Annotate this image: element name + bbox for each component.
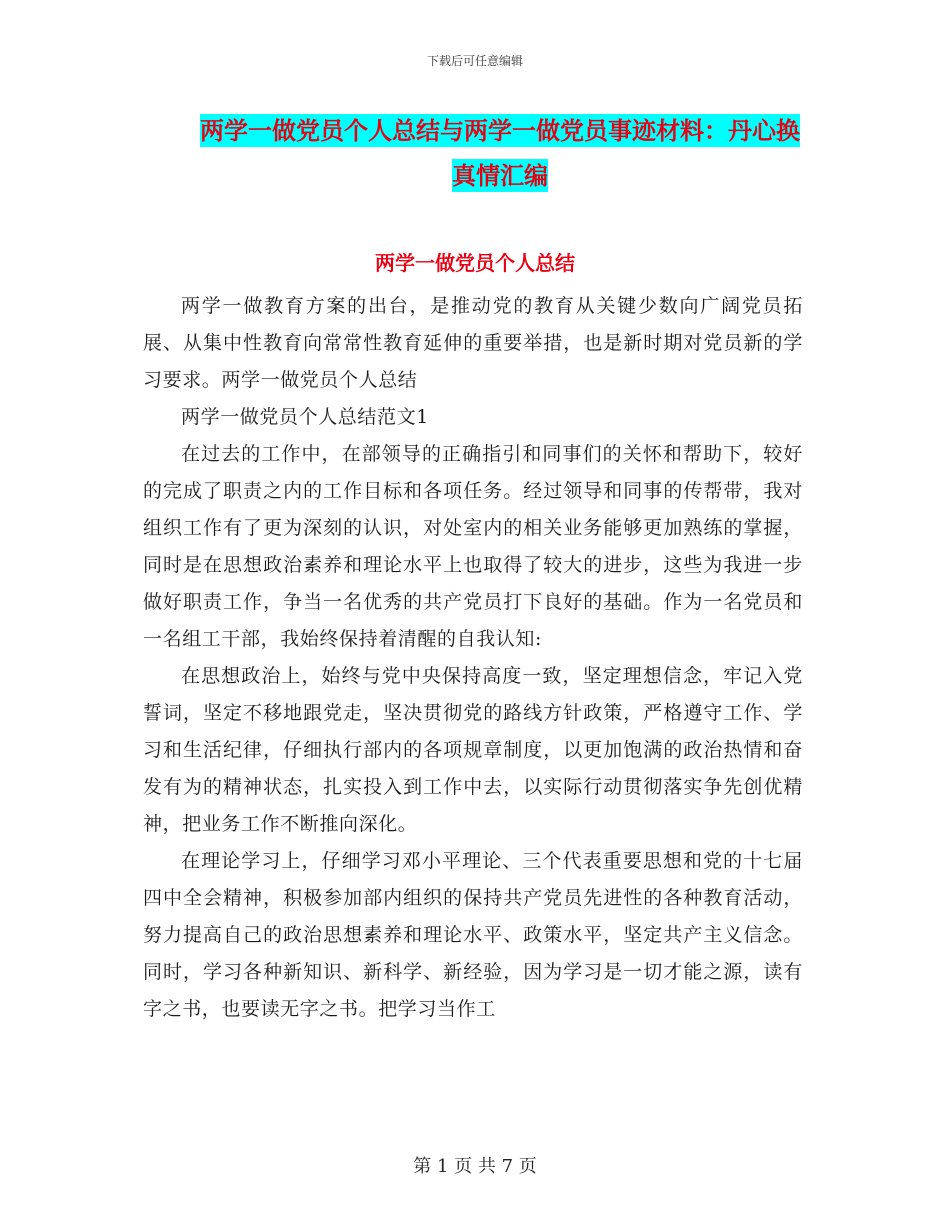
document-body	[143, 288, 803, 1028]
paragraph-theory-study: 在理论学习上，仔细学习邓小平理论、三个代表重要思想和党的十七届四中全会精神，积极参加部内组织的保持共产党员先进性的各种教育活动，努力提高自己的政治思想素养和理论水平、政策水平，坚定共产主义信念。同时，学习各种新知识、新科学、新经验，因为学习是一切才能之源，读有字之书，也要读无字之书。把学习当作工	[143, 850, 803, 1020]
paragraph-sample-heading: 两学一做党员个人总结范文1	[181, 406, 429, 428]
document-title	[190, 108, 810, 198]
document-title-text: 两学一做党员个人总结与两学一做党员事迹材料：丹心换真情汇编	[200, 116, 800, 190]
page-header-note: 下载后可任意编辑	[426, 54, 523, 68]
paragraph-political-thought: 在思想政治上，始终与党中央保持高度一致，坚定理想信念，牢记入党誓词，坚定不移地跟党走，坚决贯彻党的路线方针政策，严格遵守工作、学习和生活纪律，仔细执行部内的各项规章制度，以更加饱满的政治热情和奋发有为的精神状态，扎实投入到工作中去，以实际行动贯彻落实争先创优精神，把业务工作不断推向深化。	[143, 665, 803, 835]
section-title: 两学一做党员个人总结	[375, 251, 575, 275]
paragraph-intro: 两学一做教育方案的出台，是推动党的教育从关键少数向广阔党员拓展、从集中性教育向常常性教育延伸的重要举措，也是新时期对党员新的学习要求。两学一做党员个人总结	[143, 295, 803, 391]
page-number: 第 1 页 共 7 页	[413, 1156, 537, 1177]
paragraph-work-review: 在过去的工作中，在部领导的正确指引和同事们的关怀和帮助下，较好的完成了职责之内的工作目标和各项任务。经过领导和同事的传帮带，我对组织工作有了更为深刻的认识，对处室内的相关业务能够更加熟练的掌握，同时是在思想政治素养和理论水平上也取得了较大的进步，这些为我进一步做好职责工作，争当一名优秀的共产党员打下良好的基础。作为一名党员和一名组工干部，我始终保持着清醒的自我认知:	[143, 443, 803, 650]
